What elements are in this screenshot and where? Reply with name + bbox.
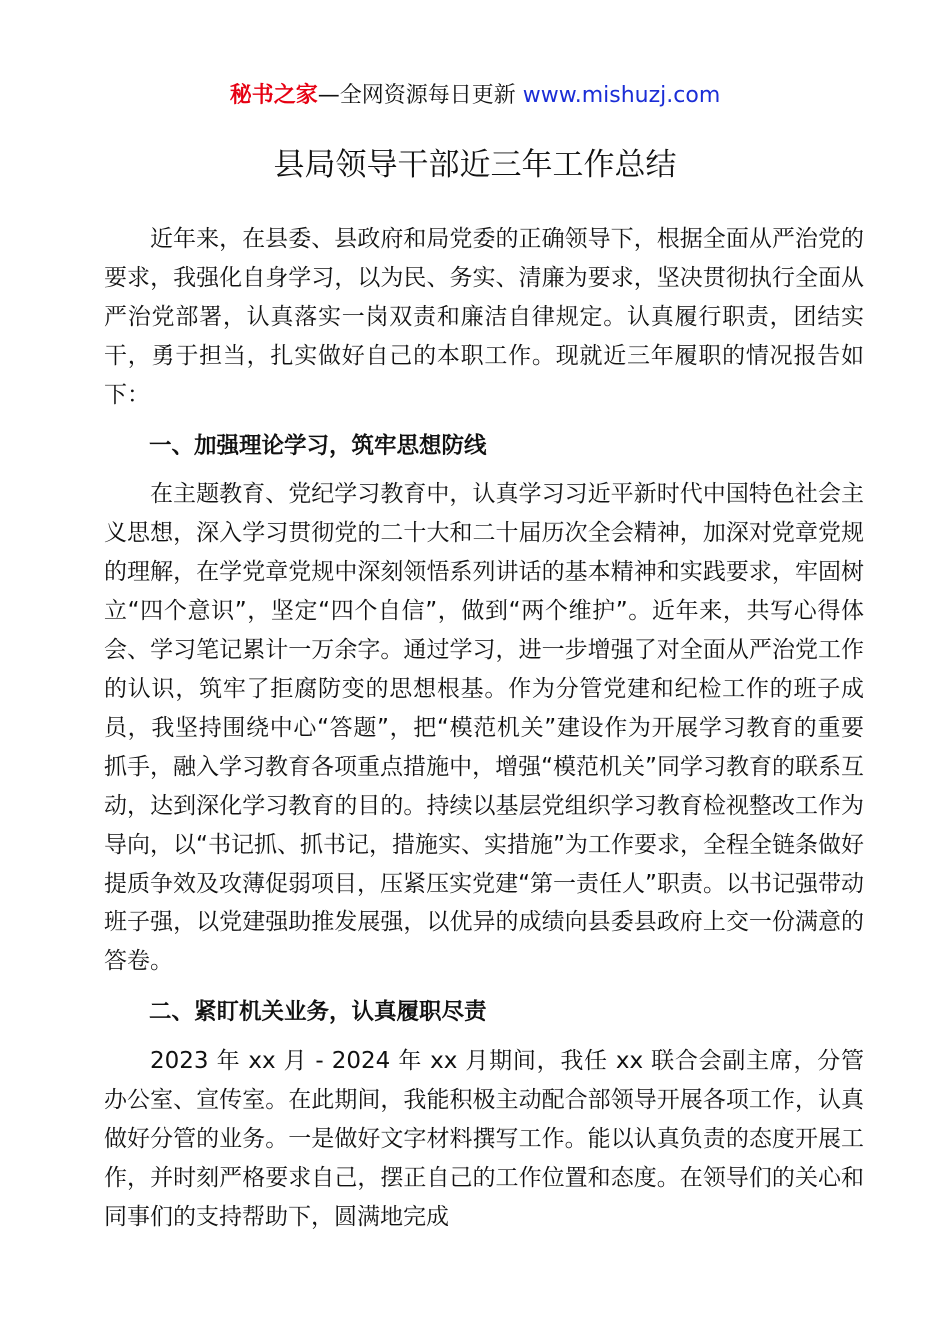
intro-paragraph: 近年来，在县委、县政府和局党委的正确领导下，根据全面从严治党的要求，我强化自身学习，以为民、务实、清廉为要求，坚决贯彻执行全面从严治党部署，认真落实一岗双责和廉洁自律规定。认真履行职责，团结实干，勇于担当，扎实做好自己的本职工作。现就近三年履职的情况报告如下： bbox=[104, 226, 864, 408]
site-brand: 秘书之家 bbox=[229, 83, 318, 108]
document-body bbox=[104, 220, 864, 1237]
site-header bbox=[0, 80, 950, 112]
site-url-link[interactable]: www.mishuzj.com bbox=[522, 83, 721, 108]
section-heading-2: 二、紧盯机关业务，认真履职尽责 bbox=[149, 999, 487, 1026]
site-tagline: —全网资源每日更新 bbox=[317, 83, 523, 108]
section-2-paragraph: 2023 年 xx 月 - 2024 年 xx 月期间，我任 xx 联合会副主席，分管办公室、宣传室。在此期间，我能积极主动配合部领导开展各项工作，认真做好分管的业务。一是做好文字材料撰写工作。能以认真负责的态度开展工作，并时刻严格要求自己，摆正自己的工作位置和态度。在领导们的关心和同事们的支持帮助下，圆满地完成 bbox=[104, 1048, 864, 1230]
section-1-paragraph: 在主题教育、党纪学习教育中，认真学习习近平新时代中国特色社会主义思想，深入学习贯彻党的二十大和二十届历次全会精神，加深对党章党规的理解，在学党章党规中深刻领悟系列讲话的基本精神和实践要求，牢固树立“四个意识”，坚定“四个自信”，做到“两个维护”。近年来，共写心得体会、学习笔记累计一万余字。通过学习，进一步增强了对全面从严治党工作的认识，筑牢了拒腐防变的思想根基。作为分管党建和纪检工作的班子成员，我坚持围绕中心“答题”，把“模范机关”建设作为开展学习教育的重要抓手，融入学习教育各项重点措施中，增强“模范机关”同学习教育的联系互动，达到深化学习教育的目的。持续以基层党组织学习教育检视整改工作为导向，以“书记抓、抓书记，措施实、实措施”为工作要求，全程全链条做好提质争效及攻薄促弱项目，压紧压实党建“第一责任人”职责。以书记强带动班子强，以党建强助推发展强，以优异的成绩向县委县政府上交一份满意的答卷。 bbox=[104, 481, 864, 975]
section-heading-1: 一、加强理论学习，筑牢思想防线 bbox=[149, 432, 487, 459]
document-title: 县局领导干部近三年工作总结 bbox=[273, 147, 677, 183]
